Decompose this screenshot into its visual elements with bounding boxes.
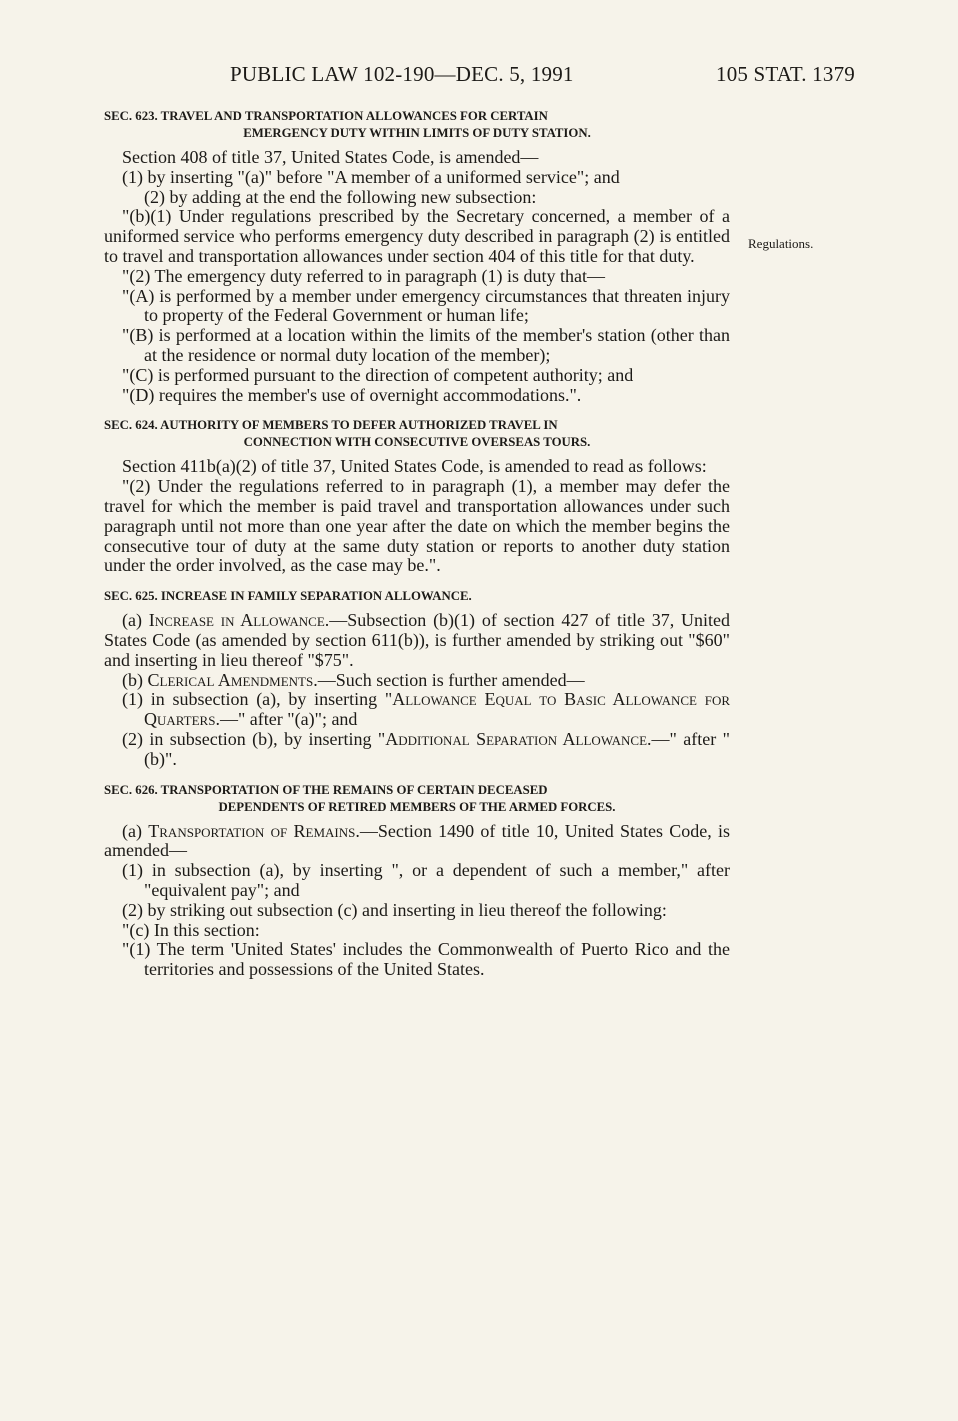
sec623-clause-a: "(A) is performed by a member under emergency circumstances that threaten injury to property of the Federal Government or human life; [122, 285, 730, 326]
section-626-heading-line2: DEPENDENTS OF RETIRED MEMBERS OF THE ARMED FORCES. [218, 799, 616, 814]
sec626-a-text: —Section 1490 of title 10, United States Code, is amended— [104, 820, 731, 861]
sec626-item-1: (1) in subsection (a), by inserting ", or a dependent of such a member," after "equivalent pay"; and [122, 860, 730, 900]
section-623-heading [104, 108, 730, 142]
section-624-heading-line2: CONNECTION WITH CONSECUTIVE OVERSEAS TOURS. [243, 435, 591, 450]
sec625-item-2-pre: (2) in subsection (b), by inserting " [122, 728, 386, 749]
sec623-paragraph: Section 408 of title 37, United States Code, is amended— [122, 147, 539, 167]
section-626-heading [104, 782, 730, 816]
sec623-clause-b: "(B) is performed at a location within the limits of the member's station (other than at the residence or normal duty location of the member); [122, 325, 730, 365]
sec624-quoted-text: "(2) Under the regulations referred to in paragraph (1), a member may defer the travel for which the member is paid travel and transportation allowances under such paragraph until not more than one year after the date on which the member begins the consecutive tour of duty at the same duty station or reports to another duty station under the order involved, as the case may be.". [104, 476, 730, 576]
sec625-subsection-b [104, 671, 730, 691]
sec623-item-2: (2) by adding at the end the following new subsection: [144, 186, 537, 207]
sec625-item-2 [104, 730, 730, 770]
sec625-item-2-caption: Additional Separation Allowance. [385, 728, 652, 749]
sec626-subsection-a [104, 822, 730, 862]
sec625-item-2-post: —" after "(b)". [144, 728, 731, 769]
sec623-clause-c: "(C) is performed pursuant to the direction of competent authority; and [122, 364, 634, 385]
sec625-b-label: (b) [122, 669, 148, 690]
sec625-subsection-a [104, 611, 730, 670]
sec625-a-caption: Increase in Allowance. [148, 610, 330, 631]
sec625-b-text: —Such section is further amended— [317, 669, 585, 690]
body-text [104, 108, 730, 980]
running-title: PUBLIC LAW 102-190—DEC. 5, 1991 [230, 62, 574, 86]
sec625-a-text: —Subsection (b)(1) of section 427 of title 37, United States Code (as amended by section 611(b)), is further amended by striking out "$60" and inserting in lieu thereof "$75". [104, 610, 730, 670]
sec624-paragraph: Section 411b(a)(2) of title 37, United States Code, is amended to read as follows: [122, 456, 707, 477]
sec623-subsection-b2: "(2) The emergency duty referred to in paragraph (1) is duty that— [122, 265, 606, 286]
sec625-b-caption: Clerical Amendments. [147, 669, 318, 690]
sec623-subsection-b1: "(b)(1) Under regulations prescribed by the Secretary concerned, a member of a uniformed service who performs emergency duty described in paragraph (2) is entitled to travel and transportation allowances under section 404 of this title for that duty. [104, 206, 730, 266]
statute-page-reference: 105 STAT. 1379 [716, 62, 855, 86]
sec625-item-1-caption: Allowance Equal to Basic Allowance for Quarters. [144, 689, 731, 730]
sec625-item-1-post: —" after "(a)"; and [219, 709, 358, 730]
section-626-heading-line1: SEC. 626. TRANSPORTATION OF THE REMAINS OF CERTAIN DECEASED [104, 782, 548, 797]
sec623-clause-d: "(D) requires the member's use of overnight accommodations.". [122, 384, 582, 405]
sec626-definition-1: "(1) The term 'United States' includes the Commonwealth of Puerto Rico and the territories and possessions of the United States. [122, 939, 730, 980]
section-624-heading [104, 417, 730, 451]
sec626-a-label: (a) [122, 820, 149, 841]
sec623-item-1: (1) by inserting "(a)" before "A member of a uniformed service"; and [122, 166, 620, 187]
section-625-heading-line1: SEC. 625. INCREASE IN FAMILY SEPARATION ALLOWANCE. [104, 589, 472, 604]
margin-note-regulations: Regulations. [748, 236, 814, 251]
sec625-item-1-pre: (1) in subsection (a), by inserting " [122, 689, 393, 710]
page-header [0, 62, 958, 88]
section-625-heading [104, 588, 730, 605]
sec626-subsection-c: "(c) In this section: [122, 919, 260, 940]
section-624-heading-line1: SEC. 624. AUTHORITY OF MEMBERS TO DEFER AUTHORIZED TRAVEL IN [104, 418, 558, 433]
section-623-heading-line1: SEC. 623. TRAVEL AND TRANSPORTATION ALLOWANCES FOR CERTAIN [104, 109, 548, 123]
sec625-a-label: (a) [122, 610, 149, 631]
sec625-item-1 [104, 690, 730, 730]
sec626-item-2: (2) by striking out subsection (c) and inserting in lieu thereof the following: [122, 899, 667, 920]
section-623-heading-line2: EMERGENCY DUTY WITHIN LIMITS OF DUTY STATION. [243, 126, 591, 140]
sec626-a-caption: Transportation of Remains. [148, 820, 360, 841]
